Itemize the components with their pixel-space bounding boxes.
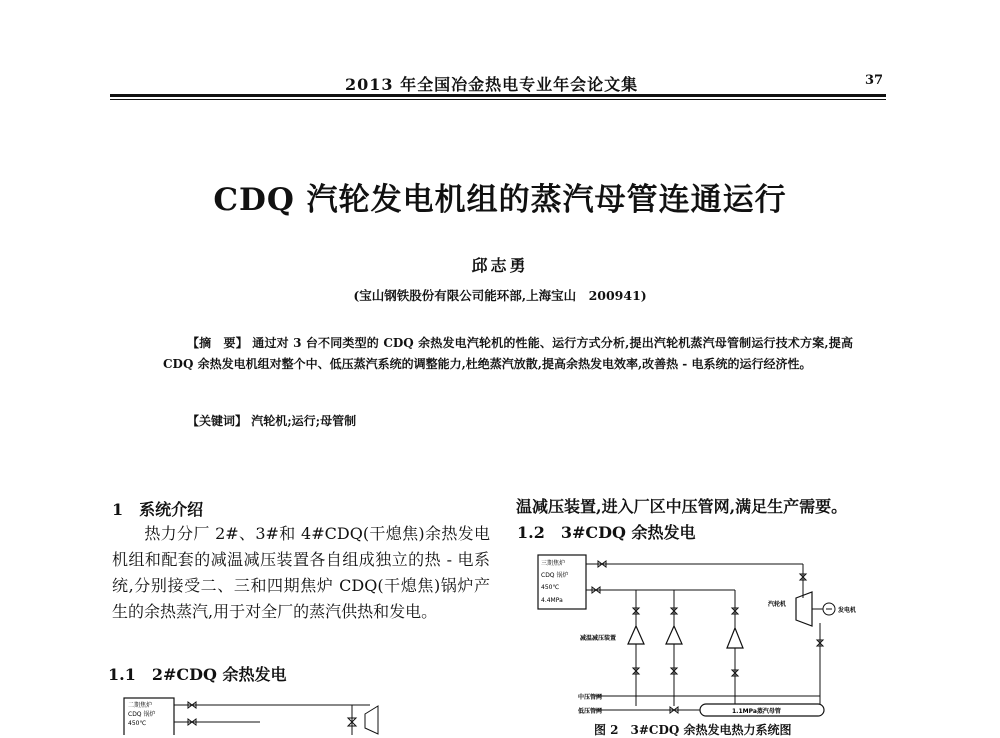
figure-2-diagram — [520, 548, 900, 723]
section-1-1-heading: 1.1 2#CDQ 余热发电 — [108, 665, 287, 684]
keywords — [187, 412, 356, 429]
section-1-2-heading: 1.2 3#CDQ 余热发电 — [517, 523, 696, 542]
header-rule-thin — [110, 99, 886, 100]
header-rule-thick — [110, 94, 886, 97]
fig2-desuperheater-icon — [628, 626, 644, 644]
fig2-box-line-3: 450℃ — [541, 584, 560, 591]
section-1-paragraph — [112, 521, 490, 625]
paper-title: CDQ 汽轮发电机组的蒸汽母管连通运行 — [213, 182, 787, 218]
affiliation: (宝山钢铁股份有限公司能环部,上海宝山 200941) — [353, 288, 647, 303]
fig2-generator-label: 发电机 — [838, 607, 857, 614]
section-1-heading: 1 系统介绍 — [112, 500, 204, 519]
fig1-box-line-3: 450℃ — [128, 720, 147, 727]
fig1-box-line-1: 二期焦炉 — [128, 702, 153, 709]
page-number: 37 — [865, 73, 884, 88]
fig2-box-line-4: 4.4MPa — [541, 597, 563, 604]
fig2-header-label: 1.1MPa蒸汽母管 — [732, 708, 781, 715]
fig2-desuperheater-label: 减温减压装置 — [580, 635, 617, 642]
abstract-text: 通过对 3 台不同类型的 CDQ 余热发电汽轮机的性能、运行方式分析,提出汽轮机蒸汽母管制运行技术方案,提高 CDQ 余热发电机组对整个中、低压蒸汽系统的调整能力,杜绝蒸汽放散,提高余热发电效率,改善热 - 电系统的运行经济性。 — [163, 336, 853, 371]
abstract — [163, 333, 853, 375]
fig2-turbine-icon — [796, 592, 812, 626]
fig2-desuperheater-icon — [727, 628, 743, 648]
journal-header: 2013 年全国冶金热电专业年会论文集 — [345, 75, 639, 94]
section-1-text: 热力分厂 2#、3#和 4#CDQ(干熄焦)余热发电机组和配套的减温减压装置各自组成独立的热 - 电系统,分别接受二、三和四期焦炉 CDQ(干熄焦)锅炉产生的余热蒸汽,用于对全厂的蒸汽供热和发电。 — [112, 524, 490, 621]
fig1-turbine-icon — [365, 706, 378, 734]
fig2-desuperheater-icon — [666, 626, 682, 644]
figure-1-diagram — [110, 692, 410, 735]
fig2-box-line-1: 三期焦炉 — [541, 560, 566, 567]
figure-2-caption: 图 2 3#CDQ 余热发电热力系统图 — [594, 723, 792, 737]
fig2-mp-net-label: 中压管网 — [578, 694, 603, 701]
fig2-lp-net-label: 低压管网 — [578, 708, 603, 715]
author: 邱志勇 — [471, 256, 529, 275]
right-column-continuation: 温减压装置,进入厂区中压管网,满足生产需要。 — [516, 497, 848, 516]
fig2-turbine-label: 汽轮机 — [768, 601, 787, 608]
fig1-box-line-2: CDQ 锅炉 — [128, 711, 156, 718]
fig2-box-line-2: CDQ 锅炉 — [541, 572, 569, 579]
abstract-label: 【摘 要】 — [187, 336, 248, 350]
keywords-label: 【关键词】 — [187, 414, 248, 428]
keywords-text: 汽轮机;运行;母管制 — [251, 414, 357, 428]
